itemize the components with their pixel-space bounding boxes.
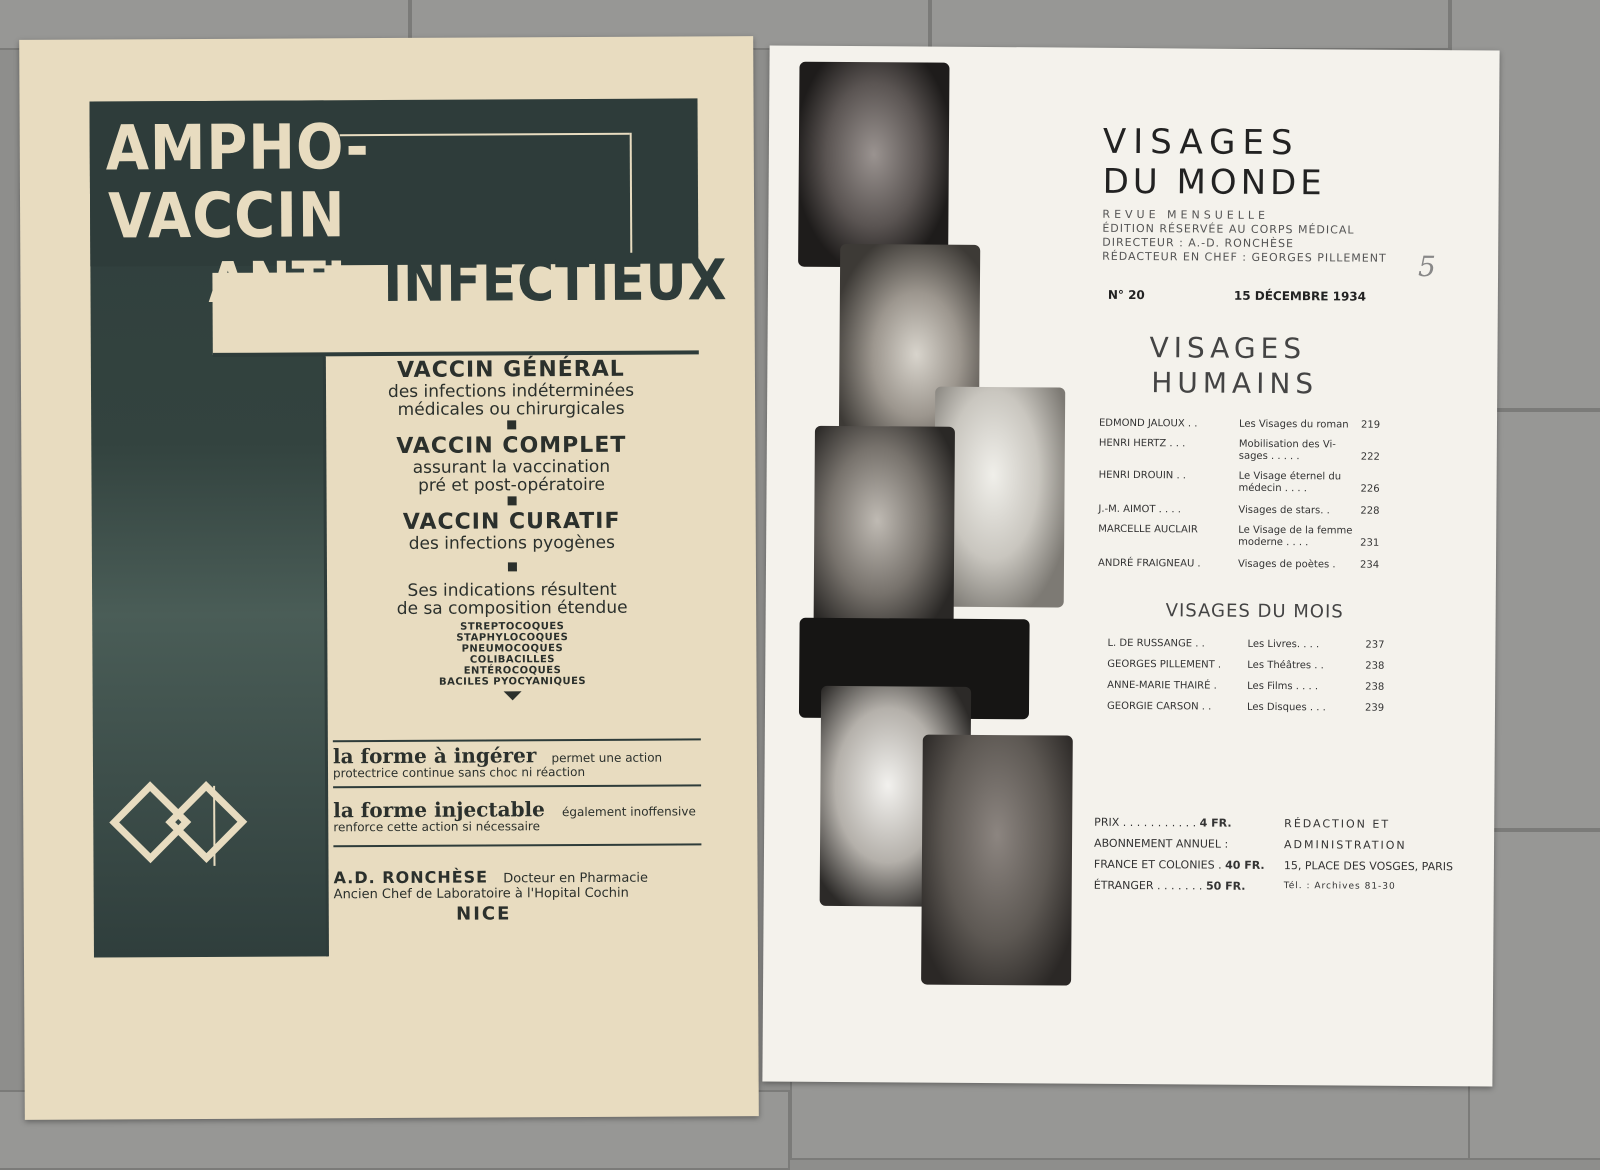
germ-item: BACILES PYOCYANIQUES: [438, 675, 587, 688]
portrait-photo-woman: [814, 426, 955, 637]
vaccine-name: VACCIN GÉNÉRAL: [397, 356, 625, 383]
toc-row: [1107, 680, 1457, 698]
form-inject: [333, 796, 709, 834]
floor-tile: [790, 1080, 1470, 1160]
toc-page: 238: [1365, 681, 1385, 693]
vaccine-desc: des infections indéterminées: [387, 380, 635, 403]
toc-author: J.-M. AIMOT . . . .: [1098, 503, 1181, 516]
toc-title: Visages de stars. .: [1238, 504, 1330, 517]
ad-title-line-3b: INFECTIEUX: [383, 248, 728, 316]
toc-title: Les Films . . . .: [1247, 680, 1319, 693]
ad-title-line-1: AMPHO-: [105, 110, 370, 185]
form-inject-text2: renforce cette action si nécessaire: [333, 819, 540, 835]
portrait-photo-man: [798, 62, 949, 268]
separator-square: [507, 562, 516, 571]
divider-line: [333, 843, 701, 847]
maker-line2: Ancien Chef de Laboratoire à l'Hopital Cochin: [333, 885, 629, 903]
form-ingest-text2: protectrice continue sans choc ni réaction: [332, 764, 586, 781]
toc-title2: sages . . . . .: [1238, 450, 1300, 463]
divider-line: [333, 784, 701, 788]
toc-page: 222: [1360, 451, 1380, 463]
price-row: PRIX . . . . . . . . . . . 4 FR.: [1094, 815, 1232, 830]
section-title-humains-2: HUMAINS: [1151, 366, 1319, 401]
toc-row: [1099, 418, 1449, 436]
masthead-line: REVUE MENSUELLE: [1102, 207, 1269, 222]
masthead-line: ÉDITION RÉSERVÉE AU CORPS MÉDICAL: [1102, 221, 1355, 237]
toc-title: Le Visage éternel du: [1238, 470, 1342, 483]
toc-author: MARCELLE AUCLAIR: [1098, 523, 1198, 536]
vaccine-desc: pré et post-opératoire: [418, 474, 606, 496]
toc-author: ANNE-MARIE THAIRÉ .: [1107, 679, 1217, 692]
section-title-mois: VISAGES DU MOIS: [1165, 600, 1344, 623]
masthead-line: RÉDACTEUR EN CHEF : GEORGES PILLEMENT: [1102, 249, 1387, 265]
toc-author: GEORGIE CARSON . .: [1106, 700, 1212, 713]
issue-number: N° 20: [1107, 287, 1145, 303]
toc-author: GEORGES PILLEMENT .: [1107, 658, 1222, 671]
toc-row: [1098, 504, 1448, 522]
ad-title-line-2: VACCIN: [107, 178, 346, 253]
portrait-photo-nefertiti: [921, 735, 1073, 986]
separator-square: [507, 496, 516, 505]
germ-item: STREPTOCOQUES: [460, 621, 565, 633]
toc-page: 228: [1360, 505, 1380, 517]
admin-line: RÉDACTION ET: [1284, 817, 1391, 831]
maker-info: [334, 866, 710, 925]
vaccine-desc: médicales ou chirurgicales: [397, 398, 625, 420]
toc-row: [1098, 558, 1448, 576]
admin-line: ADMINISTRATION: [1284, 838, 1407, 852]
toc-title2: médecin . . . .: [1238, 482, 1308, 495]
form-ingest-text: permet une action: [551, 750, 663, 766]
magazine-title-line1: VISAGES: [1102, 121, 1300, 164]
maker-name: A.D. RONCHÈSE: [333, 867, 489, 888]
toc-author: HENRI DROUIN . .: [1098, 469, 1187, 482]
issue-date: 15 DÉCEMBRE 1934: [1233, 288, 1367, 304]
right-page-contents: [762, 45, 1499, 1086]
toc-page: 239: [1364, 702, 1385, 714]
toc-row: [1099, 438, 1449, 468]
form-inject-title: la forme injectable: [333, 797, 545, 823]
toc-row: [1107, 659, 1457, 677]
toc-page: 238: [1365, 660, 1385, 672]
maker-title: Docteur en Pharmacie: [503, 870, 649, 887]
admin-line: 15, PLACE DES VOSGES, PARIS: [1283, 859, 1454, 874]
price-row: FRANCE ET COLONIES . 40 FR.: [1093, 857, 1265, 872]
toc-title: Les Théâtres . .: [1247, 659, 1324, 672]
toc-row: [1107, 638, 1457, 656]
toc-row: [1098, 524, 1448, 554]
ad-title-line-3a: ANTI-: [208, 250, 369, 316]
left-page-advertisement: [19, 36, 759, 1120]
ad-frame: [90, 98, 728, 957]
germ-item: STAPHYLOCOQUES: [456, 632, 569, 644]
toc-page: 237: [1365, 639, 1385, 651]
toc-title: Le Visage de la femme: [1238, 524, 1353, 537]
germ-item: PNEUMOCOQUES: [461, 643, 564, 655]
toc-author: ANDRÉ FRAIGNEAU .: [1097, 557, 1201, 570]
toc-row: [1098, 470, 1448, 500]
toc-title: Les Livres. . . .: [1247, 638, 1320, 651]
indications-text: Ses indications résultent: [407, 579, 617, 601]
admin-line: Tél. : Archives 81-30: [1283, 881, 1396, 892]
vaccine-desc: assurant la vaccination: [412, 456, 611, 478]
down-arrow-icon: [504, 691, 522, 700]
toc-title: Les Disques . . .: [1246, 701, 1326, 714]
toc-row: [1107, 701, 1457, 719]
germ-item: ENTÉROCOQUES: [463, 665, 562, 677]
masthead-meta: [1102, 208, 1387, 266]
vaccine-name: VACCIN COMPLET: [396, 432, 627, 459]
toc-title: Visages de poètes .: [1237, 558, 1336, 571]
toc-page: 219: [1360, 419, 1381, 431]
toc-title: Les Visages du roman: [1238, 418, 1349, 431]
vaccine-list: [321, 356, 703, 701]
vaccine-name: VACCIN CURATIF: [402, 508, 621, 535]
masthead-line: DIRECTEUR : A.-D. RONCHÈSE: [1102, 235, 1294, 251]
toc-title2: moderne . . . .: [1238, 536, 1309, 549]
form-ingest: [333, 742, 709, 780]
toc-title: Mobilisation des Vi-: [1238, 438, 1336, 451]
maker-city: NICE: [456, 903, 512, 925]
floor-tile: [930, 0, 1450, 50]
form-inject-text: également inoffensive: [561, 804, 696, 820]
toc-author: L. DE RUSSANGE . .: [1107, 637, 1205, 650]
form-ingest-title: la forme à ingérer: [332, 743, 537, 769]
price-row: ABONNEMENT ANNUEL :: [1094, 836, 1229, 851]
section-title-humains-1: VISAGES: [1149, 331, 1307, 366]
separator-square: [507, 420, 516, 429]
admin-block: [1284, 813, 1454, 898]
handwritten-mark: 5: [1417, 249, 1437, 284]
price-row: ÉTRANGER . . . . . . . 50 FR.: [1093, 878, 1246, 893]
toc-author: HENRI HERTZ . . .: [1098, 437, 1186, 450]
deco-line: [213, 786, 215, 866]
toc-page: 231: [1360, 537, 1380, 549]
vaccine-desc: des infections pyogènes: [408, 532, 615, 554]
germ-item: COLIBACILLES: [469, 654, 556, 666]
toc-author: EDMOND JALOUX . .: [1098, 417, 1198, 430]
toc-page: 226: [1360, 483, 1380, 495]
magazine-title-line2: DU MONDE: [1102, 161, 1326, 204]
indications-text: de sa composition étendue: [396, 597, 628, 619]
price-block: [1094, 812, 1265, 897]
toc-page: 234: [1359, 559, 1380, 571]
